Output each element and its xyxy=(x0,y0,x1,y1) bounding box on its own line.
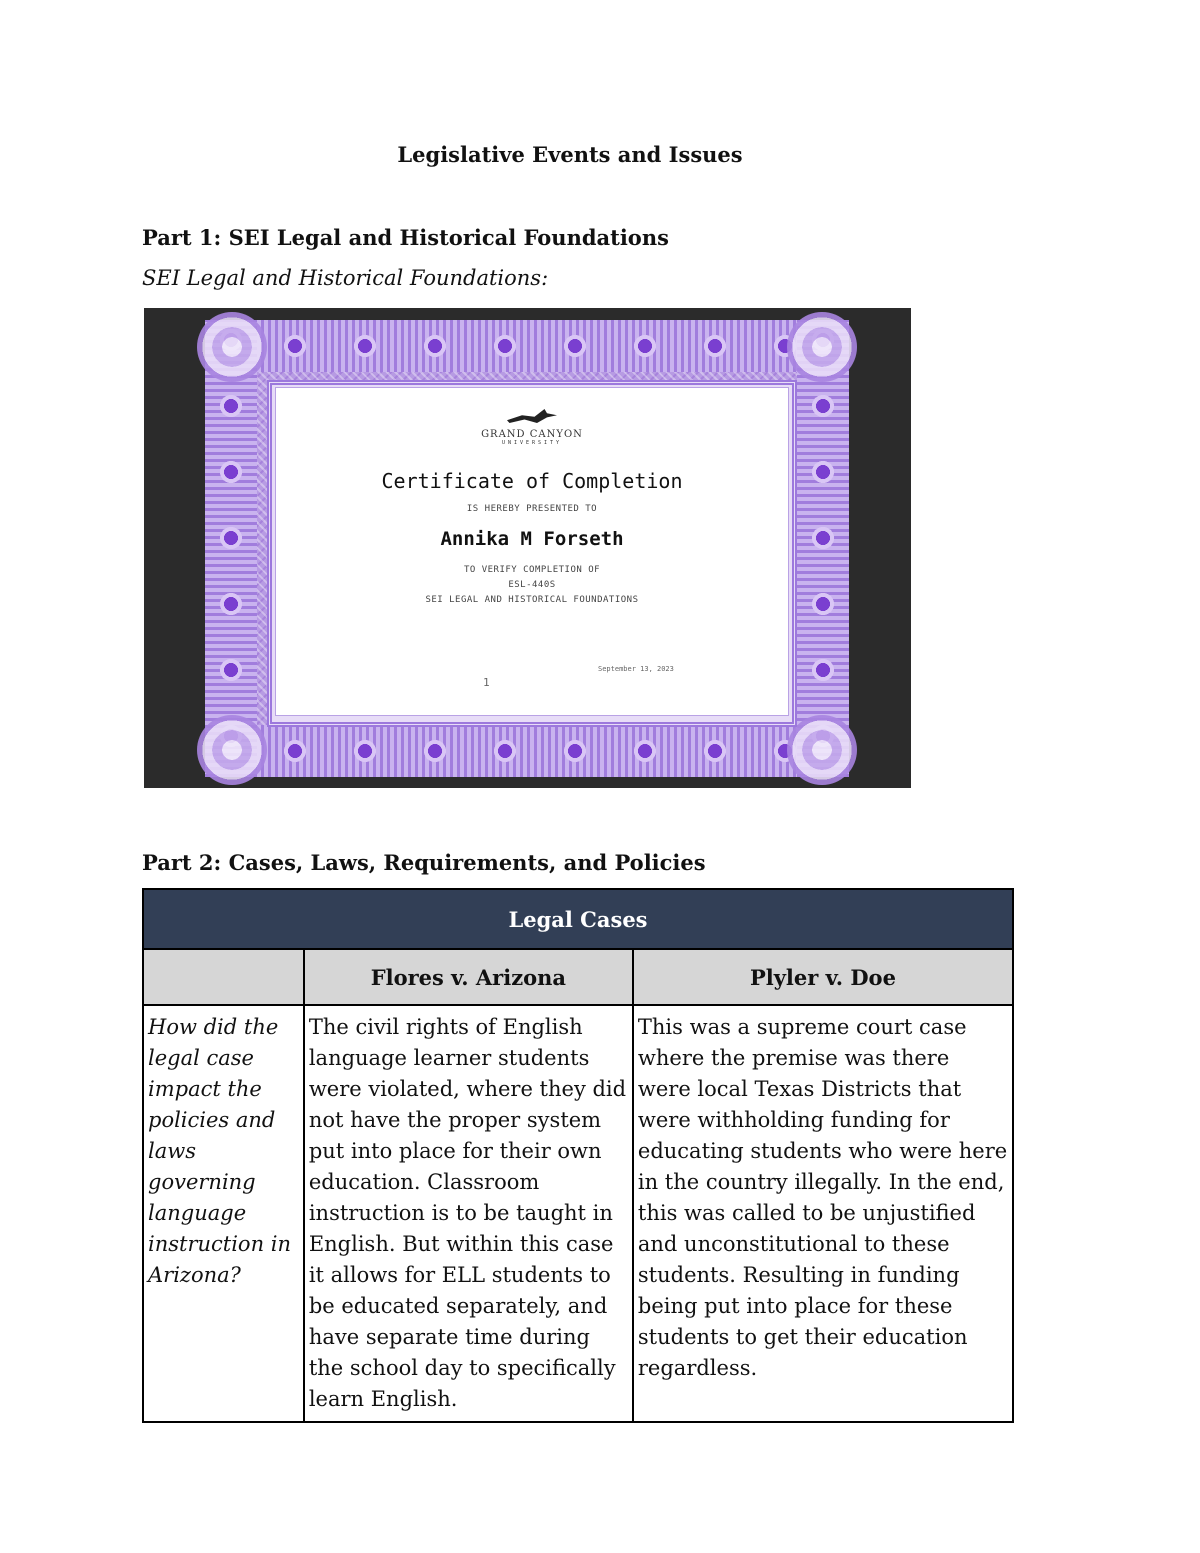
recipient-name: Annika M Forseth xyxy=(440,528,624,550)
certificate-corner-ornament xyxy=(197,312,267,382)
certificate-corner-ornament xyxy=(787,715,857,785)
certificate-band-top xyxy=(205,320,849,372)
column-header-empty xyxy=(143,949,304,1005)
certificate-presented-line: IS HEREBY PRESENTED TO xyxy=(466,504,598,514)
plyler-cell: This was a supreme court case where the premise was there were local Texas Districts that were withholding funding for educating students who were here in the country illegally. In the end, this was called to be unjustified and unconstitutional to these students. Resulting in funding being put into place for these students to get their education regardless. xyxy=(633,1005,1013,1422)
table-header-row xyxy=(143,949,1013,1005)
logo-text: GRAND CANYON xyxy=(481,429,583,440)
logo-subtext: UNIVERSITY xyxy=(501,440,563,446)
certificate-band-right xyxy=(797,320,849,777)
table-title: Legal Cases xyxy=(143,889,1013,949)
certificate-image xyxy=(144,308,911,788)
certificate-corner-ornament xyxy=(787,312,857,382)
certificate-verify-line: TO VERIFY COMPLETION OF xyxy=(463,565,601,575)
certificate-band-bottom xyxy=(205,725,849,777)
antelope-logo-icon xyxy=(507,409,557,423)
column-header-plyler: Plyler v. Doe xyxy=(633,949,1013,1005)
column-header-flores: Flores v. Arizona xyxy=(304,949,633,1005)
certificate-border xyxy=(205,320,849,777)
table-title-row xyxy=(143,889,1013,949)
legal-cases-table xyxy=(142,888,1014,1423)
question-cell: How did the legal case impact the policies and laws governing language instruction in Arizona? xyxy=(143,1005,304,1422)
part2-heading: Part 2: Cases, Laws, Requirements, and Policies xyxy=(142,850,706,875)
certificate-date: September 13, 2023 xyxy=(598,665,674,673)
flores-cell: The civil rights of English language learner students were violated, where they did not have the proper system put into place for their own education. Classroom instruction is to be taught in English. But within this case it allows for ELL students to be educated separately, and have separate time during the school day to specifically learn English. xyxy=(304,1005,633,1422)
document-title: Legislative Events and Issues xyxy=(397,142,743,167)
part1-heading: Part 1: SEI Legal and Historical Foundations xyxy=(142,225,669,250)
certificate-corner-ornament xyxy=(197,715,267,785)
university-logo xyxy=(276,408,788,446)
course-name: SEI LEGAL AND HISTORICAL FOUNDATIONS xyxy=(425,595,639,605)
certificate-paper xyxy=(275,387,789,716)
part1-subheading: SEI Legal and Historical Foundations: xyxy=(142,266,549,290)
certificate-band-left xyxy=(205,320,257,777)
table-row xyxy=(143,1005,1013,1422)
course-code: ESL-440S xyxy=(508,580,556,590)
certificate-signature: 1 xyxy=(483,676,490,689)
certificate-title: Certificate of Completion xyxy=(381,469,683,493)
